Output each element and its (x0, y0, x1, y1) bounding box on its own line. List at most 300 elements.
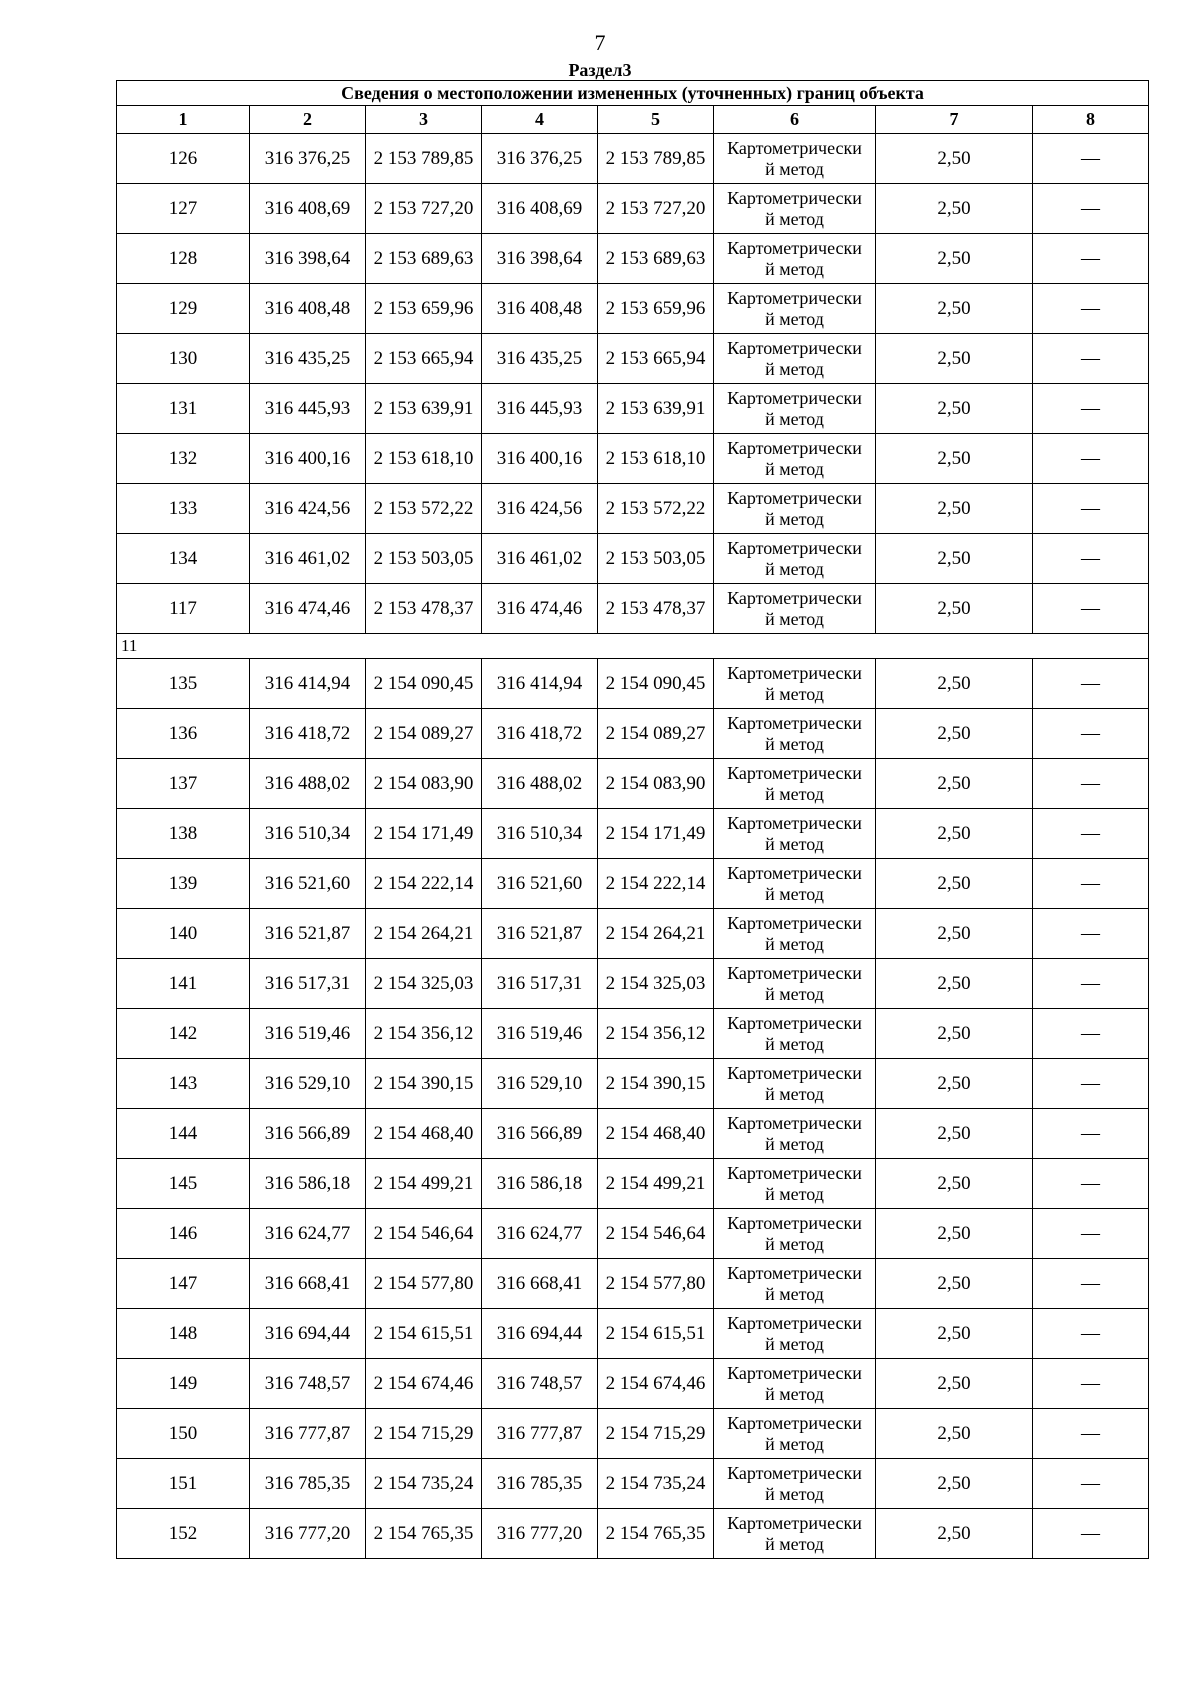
accuracy-cell: 2,50 (876, 1009, 1033, 1059)
x-coordinate-cell: 316 398,64 (250, 234, 366, 284)
y-coordinate-cell: 2 154 222,14 (366, 859, 482, 909)
point-number-cell: 150 (117, 1409, 250, 1459)
point-number-cell: 151 (117, 1459, 250, 1509)
x-coordinate-cell: 316 521,87 (482, 909, 598, 959)
accuracy-cell: 2,50 (876, 1059, 1033, 1109)
method-text: й метод (765, 1133, 824, 1154)
x-coordinate-cell: 316 519,46 (482, 1009, 598, 1059)
x-coordinate-cell: 316 694,44 (482, 1309, 598, 1359)
method-text: Картометрически (727, 1112, 862, 1133)
method-cell (714, 1359, 876, 1409)
method-cell (714, 1309, 876, 1359)
x-coordinate-cell: 316 510,34 (250, 809, 366, 859)
x-coordinate-cell: 316 694,44 (250, 1309, 366, 1359)
y-coordinate-cell: 2 154 171,49 (598, 809, 714, 859)
table-row (117, 534, 1149, 584)
method-cell (714, 1209, 876, 1259)
dash-cell: — (1033, 809, 1149, 859)
x-coordinate-cell: 316 398,64 (482, 234, 598, 284)
y-coordinate-cell: 2 154 499,21 (598, 1159, 714, 1209)
method-cell (714, 484, 876, 534)
table-row (117, 184, 1149, 234)
method-cell (714, 1509, 876, 1559)
column-header-row (117, 106, 1149, 134)
x-coordinate-cell: 316 461,02 (482, 534, 598, 584)
method-text: й метод (765, 558, 824, 579)
y-coordinate-cell: 2 153 572,22 (598, 484, 714, 534)
method-cell (714, 909, 876, 959)
x-coordinate-cell: 316 408,69 (482, 184, 598, 234)
dash-cell: — (1033, 134, 1149, 184)
method-text: Картометрически (727, 437, 862, 458)
point-number-cell: 141 (117, 959, 250, 1009)
point-number-cell: 142 (117, 1009, 250, 1059)
point-number-cell: 132 (117, 434, 250, 484)
method-text: й метод (765, 883, 824, 904)
table-body (117, 134, 1149, 1559)
method-text: й метод (765, 1533, 824, 1554)
x-coordinate-cell: 316 414,94 (250, 659, 366, 709)
table-row (117, 1209, 1149, 1259)
method-cell (714, 709, 876, 759)
y-coordinate-cell: 2 153 665,94 (598, 334, 714, 384)
x-coordinate-cell: 316 400,16 (482, 434, 598, 484)
x-coordinate-cell: 316 517,31 (250, 959, 366, 1009)
accuracy-cell: 2,50 (876, 584, 1033, 634)
dash-cell: — (1033, 1459, 1149, 1509)
x-coordinate-cell: 316 586,18 (482, 1159, 598, 1209)
x-coordinate-cell: 316 529,10 (482, 1059, 598, 1109)
method-text: й метод (765, 1483, 824, 1504)
table-row (117, 284, 1149, 334)
accuracy-cell: 2,50 (876, 1109, 1033, 1159)
table-row (117, 1309, 1149, 1359)
method-text: Картометрически (727, 762, 862, 783)
table-row (117, 1359, 1149, 1409)
method-text: Картометрически (727, 387, 862, 408)
accuracy-cell: 2,50 (876, 759, 1033, 809)
y-coordinate-cell: 2 154 222,14 (598, 859, 714, 909)
method-text: Картометрически (727, 812, 862, 833)
point-number-cell: 131 (117, 384, 250, 434)
table-row (117, 1059, 1149, 1109)
x-coordinate-cell: 316 424,56 (482, 484, 598, 534)
table-row (117, 234, 1149, 284)
x-coordinate-cell: 316 488,02 (482, 759, 598, 809)
y-coordinate-cell: 2 154 765,35 (366, 1509, 482, 1559)
x-coordinate-cell: 316 445,93 (250, 384, 366, 434)
point-number-cell: 137 (117, 759, 250, 809)
y-coordinate-cell: 2 154 715,29 (598, 1409, 714, 1459)
y-coordinate-cell: 2 154 083,90 (598, 759, 714, 809)
method-text: Картометрически (727, 1512, 862, 1533)
method-cell (714, 759, 876, 809)
point-number-cell: 127 (117, 184, 250, 234)
x-coordinate-cell: 316 376,25 (482, 134, 598, 184)
method-text: Картометрически (727, 587, 862, 608)
method-text: Картометрически (727, 1362, 862, 1383)
y-coordinate-cell: 2 153 659,96 (366, 284, 482, 334)
x-coordinate-cell: 316 510,34 (482, 809, 598, 859)
x-coordinate-cell: 316 488,02 (250, 759, 366, 809)
x-coordinate-cell: 316 474,46 (482, 584, 598, 634)
method-text: Картометрически (727, 237, 862, 258)
method-cell (714, 809, 876, 859)
method-text: й метод (765, 1083, 824, 1104)
point-number-cell: 129 (117, 284, 250, 334)
method-cell (714, 584, 876, 634)
group-label: 11 (117, 634, 1149, 659)
dash-cell: — (1033, 1159, 1149, 1209)
method-cell (714, 859, 876, 909)
x-coordinate-cell: 316 566,89 (250, 1109, 366, 1159)
y-coordinate-cell: 2 154 577,80 (598, 1259, 714, 1309)
point-number-cell: 146 (117, 1209, 250, 1259)
table-row (117, 709, 1149, 759)
method-cell (714, 1059, 876, 1109)
dash-cell: — (1033, 534, 1149, 584)
table-row (117, 1409, 1149, 1459)
point-number-cell: 147 (117, 1259, 250, 1309)
y-coordinate-cell: 2 154 089,27 (366, 709, 482, 759)
y-coordinate-cell: 2 154 325,03 (366, 959, 482, 1009)
y-coordinate-cell: 2 154 765,35 (598, 1509, 714, 1559)
accuracy-cell: 2,50 (876, 1509, 1033, 1559)
table-row (117, 859, 1149, 909)
dash-cell: — (1033, 234, 1149, 284)
method-text: й метод (765, 508, 824, 529)
method-text: Картометрически (727, 337, 862, 358)
y-coordinate-cell: 2 154 468,40 (598, 1109, 714, 1159)
point-number-cell: 143 (117, 1059, 250, 1109)
method-text: Картометрически (727, 712, 862, 733)
dash-cell: — (1033, 1509, 1149, 1559)
method-text: Картометрически (727, 1162, 862, 1183)
method-cell (714, 1409, 876, 1459)
dash-cell: — (1033, 909, 1149, 959)
dash-cell: — (1033, 1059, 1149, 1109)
method-cell (714, 1009, 876, 1059)
dash-cell: — (1033, 584, 1149, 634)
x-coordinate-cell: 316 566,89 (482, 1109, 598, 1159)
method-text: й метод (765, 408, 824, 429)
dash-cell: — (1033, 959, 1149, 1009)
dash-cell: — (1033, 434, 1149, 484)
y-coordinate-cell: 2 154 356,12 (598, 1009, 714, 1059)
y-coordinate-cell: 2 154 171,49 (366, 809, 482, 859)
x-coordinate-cell: 316 435,25 (482, 334, 598, 384)
x-coordinate-cell: 316 521,60 (482, 859, 598, 909)
x-coordinate-cell: 316 461,02 (250, 534, 366, 584)
y-coordinate-cell: 2 154 546,64 (366, 1209, 482, 1259)
method-text: Картометрически (727, 487, 862, 508)
x-coordinate-cell: 316 424,56 (250, 484, 366, 534)
method-cell (714, 1159, 876, 1209)
method-text: й метод (765, 258, 824, 279)
y-coordinate-cell: 2 154 356,12 (366, 1009, 482, 1059)
point-number-cell: 126 (117, 134, 250, 184)
column-header: 3 (366, 106, 482, 134)
accuracy-cell: 2,50 (876, 959, 1033, 1009)
dash-cell: — (1033, 659, 1149, 709)
y-coordinate-cell: 2 153 789,85 (366, 134, 482, 184)
y-coordinate-cell: 2 154 615,51 (598, 1309, 714, 1359)
method-text: Картометрически (727, 137, 862, 158)
accuracy-cell: 2,50 (876, 534, 1033, 584)
method-cell (714, 184, 876, 234)
x-coordinate-cell: 316 668,41 (250, 1259, 366, 1309)
table-row (117, 1109, 1149, 1159)
point-number-cell: 136 (117, 709, 250, 759)
y-coordinate-cell: 2 153 618,10 (598, 434, 714, 484)
point-number-cell: 133 (117, 484, 250, 534)
method-cell (714, 1459, 876, 1509)
method-text: Картометрически (727, 862, 862, 883)
method-text: й метод (765, 933, 824, 954)
y-coordinate-cell: 2 153 478,37 (366, 584, 482, 634)
dash-cell: — (1033, 484, 1149, 534)
x-coordinate-cell: 316 408,48 (250, 284, 366, 334)
table-row (117, 1509, 1149, 1559)
column-header: 7 (876, 106, 1033, 134)
accuracy-cell: 2,50 (876, 484, 1033, 534)
table-row (117, 959, 1149, 1009)
y-coordinate-cell: 2 153 789,85 (598, 134, 714, 184)
x-coordinate-cell: 316 400,16 (250, 434, 366, 484)
method-text: Картометрически (727, 1262, 862, 1283)
x-coordinate-cell: 316 785,35 (482, 1459, 598, 1509)
method-cell (714, 384, 876, 434)
accuracy-cell: 2,50 (876, 434, 1033, 484)
method-text: Картометрически (727, 287, 862, 308)
accuracy-cell: 2,50 (876, 284, 1033, 334)
method-cell (714, 284, 876, 334)
point-number-cell: 138 (117, 809, 250, 859)
x-coordinate-cell: 316 586,18 (250, 1159, 366, 1209)
y-coordinate-cell: 2 154 325,03 (598, 959, 714, 1009)
x-coordinate-cell: 316 418,72 (250, 709, 366, 759)
point-number-cell: 139 (117, 859, 250, 909)
y-coordinate-cell: 2 154 499,21 (366, 1159, 482, 1209)
y-coordinate-cell: 2 154 264,21 (598, 909, 714, 959)
x-coordinate-cell: 316 529,10 (250, 1059, 366, 1109)
method-text: Картометрически (727, 187, 862, 208)
x-coordinate-cell: 316 408,69 (250, 184, 366, 234)
method-cell (714, 959, 876, 1009)
table-title: Сведения о местоположении измененных (уточненных) границ объекта (117, 81, 1149, 106)
y-coordinate-cell: 2 154 468,40 (366, 1109, 482, 1159)
accuracy-cell: 2,50 (876, 234, 1033, 284)
y-coordinate-cell: 2 153 503,05 (366, 534, 482, 584)
y-coordinate-cell: 2 154 083,90 (366, 759, 482, 809)
table-row (117, 659, 1149, 709)
method-text: й метод (765, 1433, 824, 1454)
y-coordinate-cell: 2 153 639,91 (598, 384, 714, 434)
accuracy-cell: 2,50 (876, 1459, 1033, 1509)
dash-cell: — (1033, 1309, 1149, 1359)
dash-cell: — (1033, 284, 1149, 334)
method-text: й метод (765, 358, 824, 379)
y-coordinate-cell: 2 154 615,51 (366, 1309, 482, 1359)
table-row (117, 1259, 1149, 1309)
method-text: й метод (765, 783, 824, 804)
y-coordinate-cell: 2 154 735,24 (598, 1459, 714, 1509)
table-row (117, 759, 1149, 809)
y-coordinate-cell: 2 153 727,20 (366, 184, 482, 234)
y-coordinate-cell: 2 153 727,20 (598, 184, 714, 234)
accuracy-cell: 2,50 (876, 384, 1033, 434)
point-number-cell: 128 (117, 234, 250, 284)
point-number-cell: 130 (117, 334, 250, 384)
method-text: Картометрически (727, 1212, 862, 1233)
table-row (117, 909, 1149, 959)
point-number-cell: 134 (117, 534, 250, 584)
y-coordinate-cell: 2 153 478,37 (598, 584, 714, 634)
y-coordinate-cell: 2 154 674,46 (366, 1359, 482, 1409)
method-cell (714, 434, 876, 484)
y-coordinate-cell: 2 153 689,63 (598, 234, 714, 284)
method-cell (714, 134, 876, 184)
x-coordinate-cell: 316 521,87 (250, 909, 366, 959)
y-coordinate-cell: 2 153 689,63 (366, 234, 482, 284)
point-number-cell: 152 (117, 1509, 250, 1559)
point-number-cell: 135 (117, 659, 250, 709)
y-coordinate-cell: 2 154 674,46 (598, 1359, 714, 1409)
table-row (117, 1009, 1149, 1059)
method-text: й метод (765, 983, 824, 1004)
method-cell (714, 234, 876, 284)
column-header: 2 (250, 106, 366, 134)
y-coordinate-cell: 2 153 665,94 (366, 334, 482, 384)
method-text: Картометрически (727, 1062, 862, 1083)
method-cell (714, 334, 876, 384)
accuracy-cell: 2,50 (876, 1209, 1033, 1259)
column-header: 4 (482, 106, 598, 134)
method-text: й метод (765, 608, 824, 629)
column-header: 1 (117, 106, 250, 134)
x-coordinate-cell: 316 435,25 (250, 334, 366, 384)
method-text: Картометрически (727, 912, 862, 933)
x-coordinate-cell: 316 474,46 (250, 584, 366, 634)
method-cell (714, 1109, 876, 1159)
table-row (117, 334, 1149, 384)
dash-cell: — (1033, 1009, 1149, 1059)
table-row (117, 484, 1149, 534)
x-coordinate-cell: 316 624,77 (250, 1209, 366, 1259)
method-text: й метод (765, 1183, 824, 1204)
dash-cell: — (1033, 334, 1149, 384)
method-text: Картометрически (727, 1412, 862, 1433)
dash-cell: — (1033, 1259, 1149, 1309)
y-coordinate-cell: 2 154 546,64 (598, 1209, 714, 1259)
point-number-cell: 140 (117, 909, 250, 959)
dash-cell: — (1033, 384, 1149, 434)
accuracy-cell: 2,50 (876, 659, 1033, 709)
point-number-cell: 148 (117, 1309, 250, 1359)
x-coordinate-cell: 316 519,46 (250, 1009, 366, 1059)
x-coordinate-cell: 316 748,57 (250, 1359, 366, 1409)
table-row (117, 434, 1149, 484)
x-coordinate-cell: 316 777,87 (482, 1409, 598, 1459)
table-row (117, 809, 1149, 859)
table-row (117, 1159, 1149, 1209)
accuracy-cell: 2,50 (876, 1359, 1033, 1409)
y-coordinate-cell: 2 154 390,15 (598, 1059, 714, 1109)
method-text: й метод (765, 833, 824, 854)
coordinates-table (116, 80, 1149, 1559)
method-text: Картометрически (727, 962, 862, 983)
point-number-cell: 144 (117, 1109, 250, 1159)
table-row (117, 384, 1149, 434)
method-text: й метод (765, 1233, 824, 1254)
method-text: й метод (765, 1383, 824, 1404)
method-text: й метод (765, 308, 824, 329)
x-coordinate-cell: 316 414,94 (482, 659, 598, 709)
accuracy-cell: 2,50 (876, 1259, 1033, 1309)
table-row (117, 1459, 1149, 1509)
page-number: 7 (594, 30, 606, 55)
y-coordinate-cell: 2 154 577,80 (366, 1259, 482, 1309)
method-cell (714, 534, 876, 584)
y-coordinate-cell: 2 154 090,45 (366, 659, 482, 709)
y-coordinate-cell: 2 153 618,10 (366, 434, 482, 484)
y-coordinate-cell: 2 153 503,05 (598, 534, 714, 584)
y-coordinate-cell: 2 153 659,96 (598, 284, 714, 334)
table-row (117, 584, 1149, 634)
accuracy-cell: 2,50 (876, 809, 1033, 859)
accuracy-cell: 2,50 (876, 709, 1033, 759)
accuracy-cell: 2,50 (876, 1409, 1033, 1459)
method-text: й метод (765, 208, 824, 229)
dash-cell: — (1033, 859, 1149, 909)
method-text: й метод (765, 733, 824, 754)
section-title: Раздел3 (568, 60, 632, 80)
x-coordinate-cell: 316 777,20 (482, 1509, 598, 1559)
x-coordinate-cell: 316 624,77 (482, 1209, 598, 1259)
dash-cell: — (1033, 1209, 1149, 1259)
point-number-cell: 117 (117, 584, 250, 634)
x-coordinate-cell: 316 408,48 (482, 284, 598, 334)
x-coordinate-cell: 316 785,35 (250, 1459, 366, 1509)
dash-cell: — (1033, 1359, 1149, 1409)
method-text: й метод (765, 1033, 824, 1054)
accuracy-cell: 2,50 (876, 334, 1033, 384)
y-coordinate-cell: 2 154 735,24 (366, 1459, 482, 1509)
group-row (117, 634, 1149, 659)
y-coordinate-cell: 2 153 572,22 (366, 484, 482, 534)
x-coordinate-cell: 316 748,57 (482, 1359, 598, 1409)
method-text: й метод (765, 158, 824, 179)
x-coordinate-cell: 316 445,93 (482, 384, 598, 434)
x-coordinate-cell: 316 777,87 (250, 1409, 366, 1459)
method-cell (714, 659, 876, 709)
accuracy-cell: 2,50 (876, 909, 1033, 959)
y-coordinate-cell: 2 154 090,45 (598, 659, 714, 709)
method-text: Картометрически (727, 662, 862, 683)
column-header: 5 (598, 106, 714, 134)
point-number-cell: 149 (117, 1359, 250, 1409)
method-text: Картометрически (727, 1312, 862, 1333)
x-coordinate-cell: 316 376,25 (250, 134, 366, 184)
method-text: Картометрически (727, 1012, 862, 1033)
point-number-cell: 145 (117, 1159, 250, 1209)
column-header: 8 (1033, 106, 1149, 134)
dash-cell: — (1033, 709, 1149, 759)
method-text: Картометрически (727, 537, 862, 558)
dash-cell: — (1033, 1109, 1149, 1159)
column-header: 6 (714, 106, 876, 134)
method-text: й метод (765, 458, 824, 479)
